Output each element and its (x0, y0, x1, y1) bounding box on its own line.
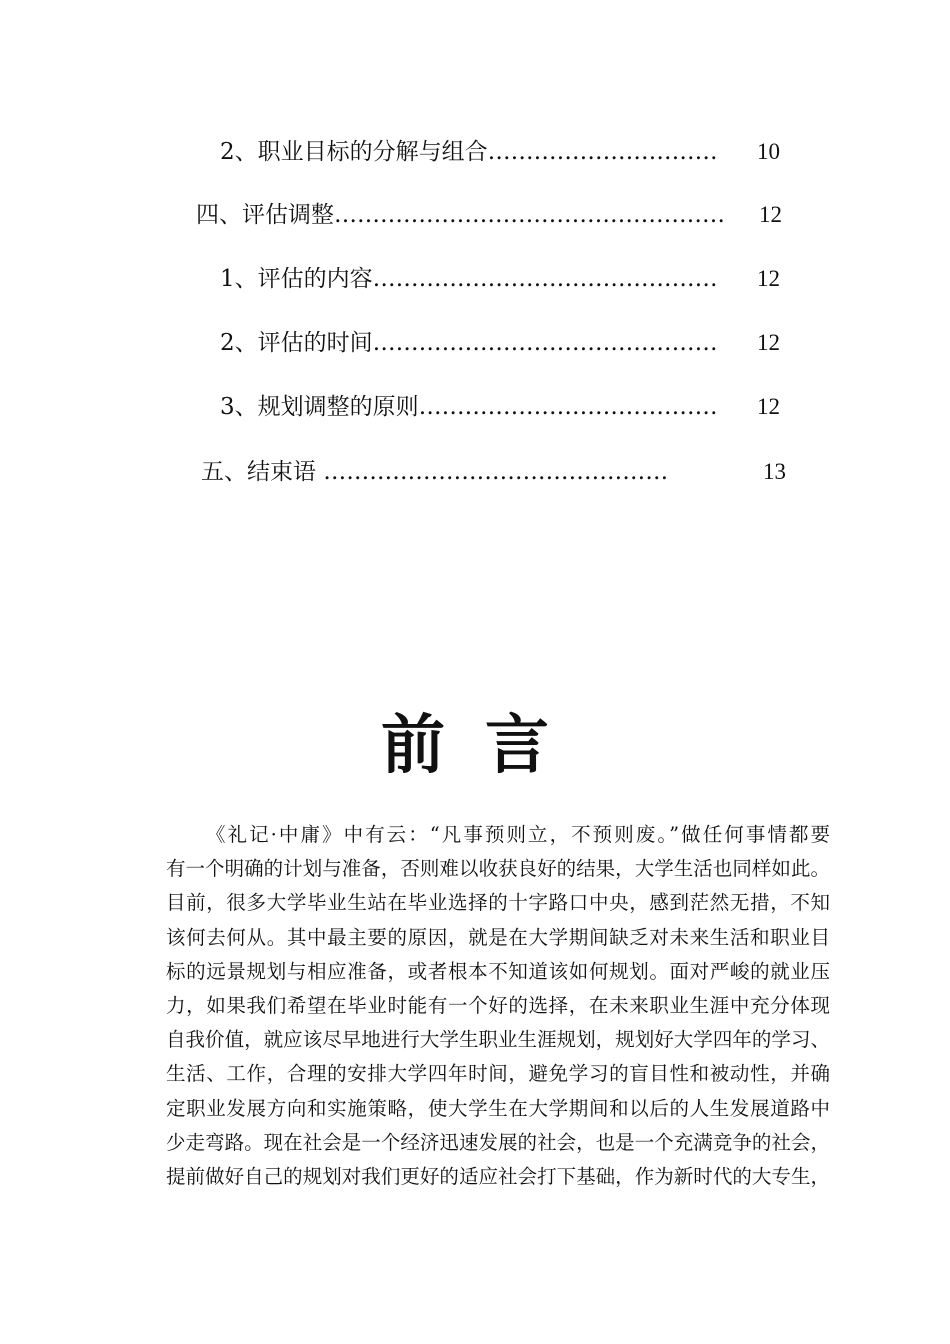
paragraph-line: 提前做好自己的规划对我们更好的适应社会打下基础，作为新时代的大专生， (166, 1164, 830, 1188)
paragraph-line: 有一个明确的计划与准备，否则难以收获良好的结果，大学生活也同样如此。 (166, 857, 830, 881)
paragraph-line: 生活、工作，合理的安排大学四年时间，避免学习的盲目性和被动性，并确 (166, 1062, 830, 1086)
toc-entry-page: 12 (757, 394, 780, 419)
paragraph-line: 目前，很多大学毕业生站在毕业选择的十字路口中央，感到茫然无措，不知 (166, 891, 830, 915)
toc-entry-page: 12 (759, 202, 782, 227)
paragraph-line: 该何去何从。其中最主要的原因，就是在大学期间缺乏对未来生活和职业目 (166, 925, 830, 949)
paragraph-line: 力，如果我们希望在毕业时能有一个好的选择，在未来职业生涯中充分体现 (166, 993, 830, 1017)
table-of-contents (0, 0, 950, 520)
toc-entry-page: 13 (763, 459, 786, 484)
paragraph-line: 少走弯路。现在社会是一个经济迅速发展的社会，也是一个充满竞争的社会， (166, 1130, 830, 1154)
paragraph-line: 自我价值，就应该尽早地进行大学生职业生涯规划，规划好大学四年的学习、 (166, 1028, 830, 1052)
paragraph-line: 标的远景规划与相应准备，或者根本不知道该如何规划。面对严峻的就业压 (166, 959, 830, 983)
toc-entry-label[interactable]: 2、评估的时间……………………………………… (220, 330, 718, 356)
toc-entry-page: 12 (757, 266, 780, 291)
toc-entry-label[interactable]: 2、职业目标的分解与组合………………………… (220, 139, 718, 165)
toc-entry-page: 10 (757, 139, 780, 164)
toc-entry-label[interactable]: 1、评估的内容……………………………………… (220, 266, 718, 292)
section-title: 前言 (381, 709, 589, 783)
toc-entry-label[interactable]: 四、评估调整…………………………………………… (196, 202, 725, 228)
toc-entry-label[interactable]: 五、结束语 ……………………………………… (201, 459, 669, 485)
toc-entry-label[interactable]: 3、规划调整的原则………………………………… (220, 394, 718, 420)
paragraph-line: 《礼记·中庸》中有云：“凡事预则立，不预则废。”做任何事情都要 (206, 823, 830, 846)
paragraph-line: 定职业发展方向和实施策略，使大学生在大学期间和以后的人生发展道路中 (166, 1096, 830, 1120)
preface-paragraph (166, 818, 830, 1194)
toc-entry-page: 12 (757, 330, 780, 355)
